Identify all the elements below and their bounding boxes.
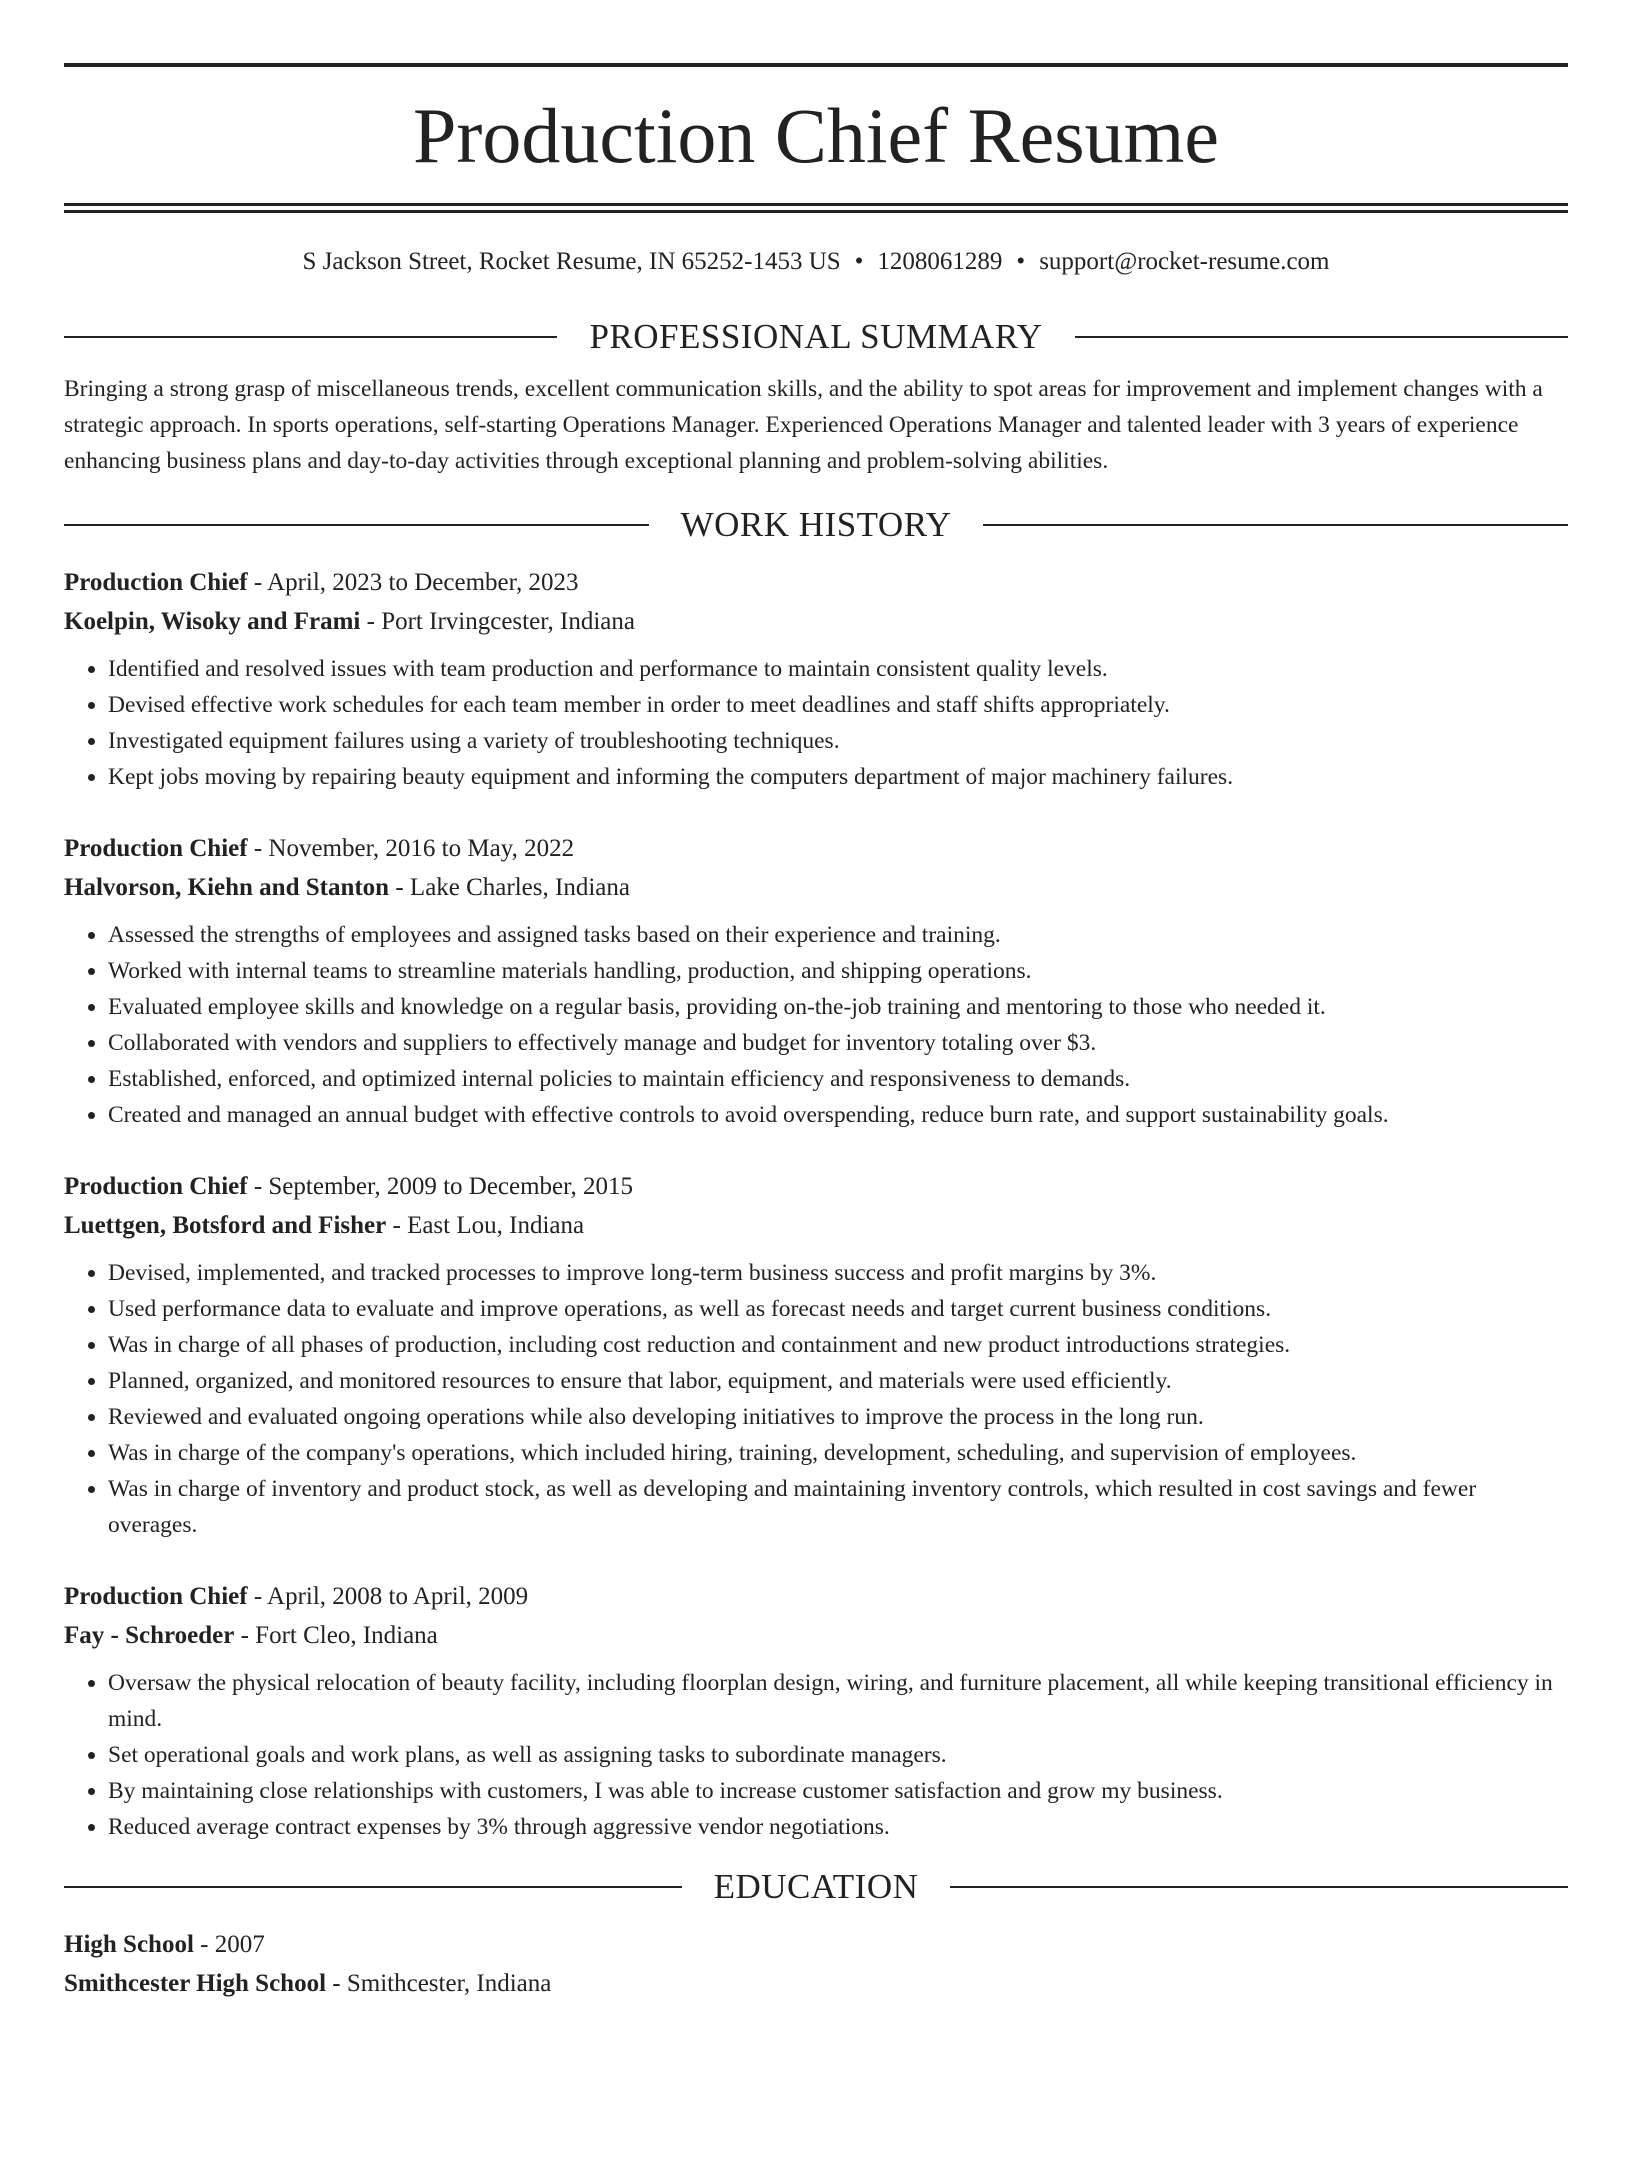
job-bullet: • Collaborated with vendors and suppliers to effectively manage and budget for inventory totaling over $3. — [108, 1025, 1568, 1061]
job-bullet: • Devised effective work schedules for each team member in order to meet deadlines and staff shifts appropriately. — [108, 687, 1568, 723]
education-school: Smithcester High School — [64, 1970, 327, 1997]
job-dates: November, 2016 to May, 2022 — [268, 835, 575, 862]
dash: - — [247, 835, 269, 862]
dash: - — [247, 1173, 269, 1200]
dash: - — [389, 874, 410, 901]
job-location: Lake Charles, Indiana — [409, 874, 630, 901]
job-company-line — [64, 1616, 1568, 1655]
job-entry — [64, 1577, 1568, 1845]
job-dates: September, 2009 to December, 2015 — [268, 1173, 633, 1200]
job-bullet-list — [64, 917, 1568, 1133]
contact-separator: • — [1016, 248, 1026, 275]
job-dates: April, 2008 to April, 2009 — [267, 1583, 529, 1610]
job-bullet: • Kept jobs moving by repairing beauty equipment and informing the computers department of major machinery failures. — [108, 759, 1568, 795]
job-bullet-list — [64, 651, 1568, 795]
heading-rule-right — [950, 1886, 1568, 1888]
job-bullet: • By maintaining close relationships with customers, I was able to increase customer satisfaction and grow my business. — [108, 1773, 1568, 1809]
job-bullet: • Oversaw the physical relocation of beauty facility, including floorplan design, wiring, and furniture placement, all while keeping transitional efficiency in mind. — [108, 1665, 1568, 1737]
dash: - — [326, 1970, 347, 1997]
job-company-line — [64, 1206, 1568, 1245]
dash: - — [360, 608, 382, 635]
contact-separator: • — [854, 248, 864, 275]
job-bullet: • Reviewed and evaluated ongoing operations while also developing initiatives to improve the process in the long run. — [108, 1399, 1568, 1435]
dash: - — [386, 1212, 408, 1239]
job-title: Production Chief — [64, 1583, 248, 1610]
job-title: Production Chief — [64, 835, 248, 862]
resume-page — [0, 63, 1632, 2175]
contact-line — [64, 247, 1568, 277]
job-bullet: • Used performance data to evaluate and improve operations, as well as forecast needs and target current business conditions. — [108, 1291, 1568, 1327]
job-bullet: • Devised, implemented, and tracked processes to improve long-term business success and profit margins by 3%. — [108, 1255, 1568, 1291]
job-company-line — [64, 868, 1568, 907]
job-bullet-list — [64, 1665, 1568, 1845]
job-entry — [64, 1167, 1568, 1543]
job-bullet: • Planned, organized, and monitored resources to ensure that labor, equipment, and materials were used efficiently. — [108, 1363, 1568, 1399]
job-bullet: • Was in charge of all phases of production, including cost reduction and containment and new product introductions strategies. — [108, 1327, 1568, 1363]
section-heading-label: PROFESSIONAL SUMMARY — [589, 317, 1043, 356]
section-heading-work-history — [64, 505, 1568, 545]
education-degree: High School — [64, 1931, 194, 1958]
dash: - — [193, 1931, 215, 1958]
job-bullet: • Set operational goals and work plans, as well as assigning tasks to subordinate managers. — [108, 1737, 1568, 1773]
section-heading-summary — [64, 317, 1568, 357]
heading-rule-left — [64, 524, 649, 526]
job-entry — [64, 829, 1568, 1133]
education-entry — [64, 1925, 1568, 2003]
job-location: Port Irvingcester, Indiana — [381, 608, 635, 635]
job-entry — [64, 563, 1568, 795]
job-bullet: • Investigated equipment failures using a variety of troubleshooting techniques. — [108, 723, 1568, 759]
job-company-line — [64, 602, 1568, 641]
job-title: Production Chief — [64, 1173, 248, 1200]
dash: - — [247, 1583, 268, 1610]
job-bullet: • Reduced average contract expenses by 3% through aggressive vendor negotiations. — [108, 1809, 1568, 1845]
job-bullet: • Evaluated employee skills and knowledge on a regular basis, providing on-the-job training and mentoring to those who needed it. — [108, 989, 1568, 1025]
heading-rule-left — [64, 1886, 682, 1888]
job-company: Koelpin, Wisoky and Frami — [64, 608, 361, 635]
heading-rule-right — [1075, 336, 1568, 338]
title-double-rule — [64, 203, 1568, 213]
heading-rule-left — [64, 336, 557, 338]
job-title-line — [64, 1167, 1568, 1206]
top-rule — [64, 63, 1568, 67]
job-title-line — [64, 829, 1568, 868]
job-dates: April, 2023 to December, 2023 — [267, 569, 579, 596]
summary-text: Bringing a strong grasp of miscellaneous trends, excellent communication skills, and the ability to spot areas for improvement and implement changes with a strategic approach. In sports operations, self-starting Operations Manager. Experienced Operations Manager and talented leader with 3 years of experience enhancing business plans and day-to-day activities through exceptional planning and problem-solving abilities. — [64, 376, 1543, 474]
job-bullet: • Identified and resolved issues with team production and performance to maintain consistent quality levels. — [108, 651, 1568, 687]
page-title: Production Chief Resume — [413, 92, 1219, 179]
section-heading-label: EDUCATION — [713, 1867, 919, 1906]
job-location: Fort Cleo, Indiana — [255, 1622, 438, 1649]
job-company: Halvorson, Kiehn and Stanton — [64, 874, 390, 901]
job-title-line — [64, 1577, 1568, 1616]
job-title: Production Chief — [64, 569, 248, 596]
contact-phone: 1208061289 — [877, 248, 1003, 275]
education-location: Smithcester, Indiana — [346, 1970, 552, 1997]
job-bullet: • Assessed the strengths of employees and assigned tasks based on their experience and training. — [108, 917, 1568, 953]
job-bullet: • Established, enforced, and optimized internal policies to maintain efficiency and responsiveness to demands. — [108, 1061, 1568, 1097]
dash: - — [234, 1622, 256, 1649]
job-bullet: • Created and managed an annual budget with effective controls to avoid overspending, reduce burn rate, and support sustainability goals. — [108, 1097, 1568, 1133]
section-heading-label: WORK HISTORY — [680, 505, 952, 544]
job-company: Fay - Schroeder — [64, 1622, 235, 1649]
job-company: Luettgen, Botsford and Fisher — [64, 1212, 387, 1239]
job-location: East Lou, Indiana — [407, 1212, 585, 1239]
education-year: 2007 — [214, 1931, 265, 1958]
job-bullet: • Was in charge of inventory and product stock, as well as developing and maintaining inventory controls, which resulted in cost savings and fewer overages. — [108, 1471, 1568, 1543]
contact-address: S Jackson Street, Rocket Resume, IN 65252-1453 US — [302, 248, 841, 275]
contact-email: support@rocket-resume.com — [1039, 248, 1330, 275]
dash: - — [247, 569, 268, 596]
heading-rule-right — [983, 524, 1568, 526]
education-school-line — [64, 1964, 1568, 2003]
job-bullet-list — [64, 1255, 1568, 1543]
job-bullet: • Was in charge of the company's operations, which included hiring, training, development, scheduling, and supervision of employees. — [108, 1435, 1568, 1471]
job-title-line — [64, 563, 1568, 602]
section-heading-education — [64, 1867, 1568, 1907]
education-degree-line — [64, 1925, 1568, 1964]
job-bullet: • Worked with internal teams to streamline materials handling, production, and shipping operations. — [108, 953, 1568, 989]
